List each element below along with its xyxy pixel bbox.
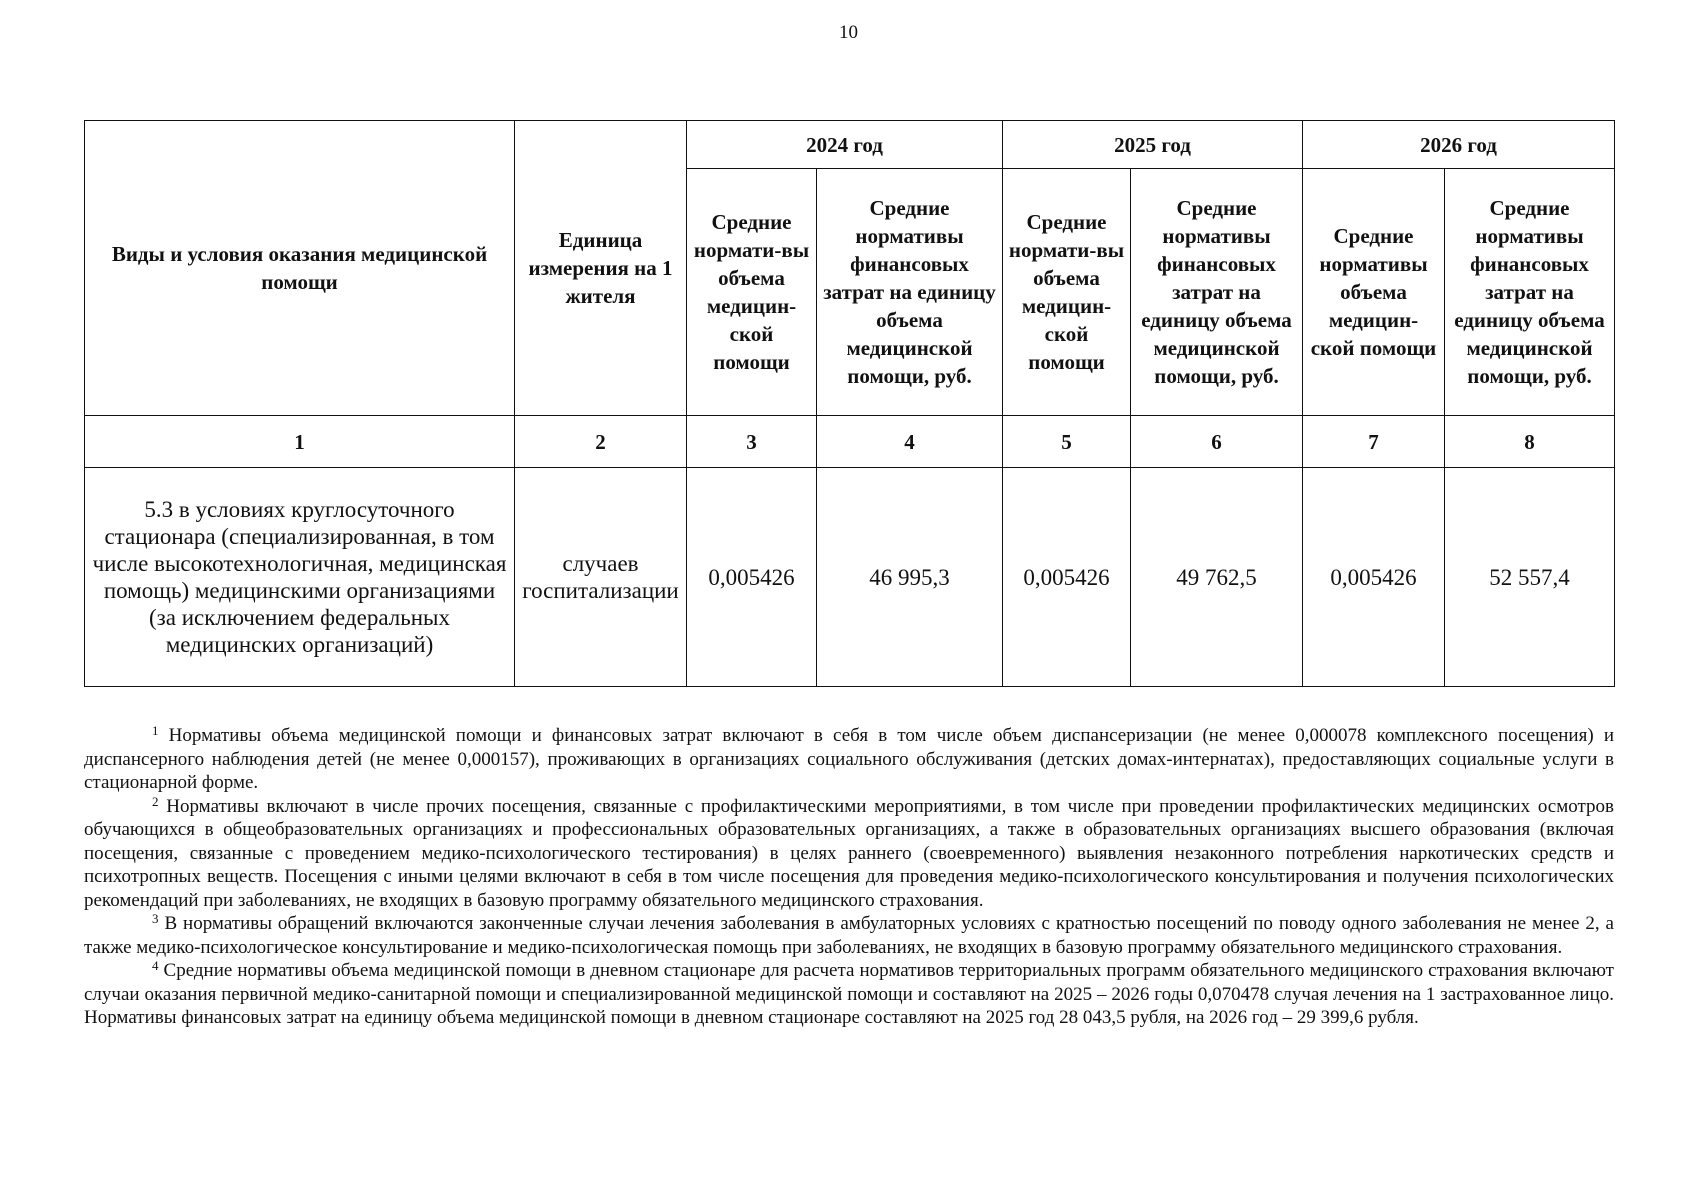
- header-volume-2026: Средние нормативы объема медицин-ской помощи: [1303, 169, 1445, 416]
- footnote-text: Нормативы включают в числе прочих посещения, связанные с профилактическими мероприятиями, в том числе при проведении профилактических медицинских осмотров обучающихся в общеобразовательных организациях и профессиональных образовательных организациях, а также в образовательных организациях высшего образования (включая посещения, связанные с проведением медико-психологического тестирования) в целях раннего (своевременного) выявления незаконного потребления наркотических средств и психотропных веществ. Посещения с иными целями включают в себя в том числе посещения для проведения медико-психологического консультирования и получения психологических рекомендаций при заболеваниях, не входящих в базовую программу обязательного медицинского страхования.: [84, 795, 1615, 911]
- header-volume-2025: Средние нормати-вы объема медицин-ской помощи: [1003, 169, 1131, 416]
- header-year-2025: 2025 год: [1003, 121, 1303, 169]
- col-number-6: 6: [1131, 416, 1303, 468]
- footnote-mark: 4: [152, 958, 159, 973]
- cell-unit: случаев госпитализации: [515, 468, 687, 687]
- footnote-2: [84, 795, 1614, 913]
- header-unit: Единица измерения на 1 жителя: [515, 121, 687, 416]
- footnote-text: В нормативы обращений включаются законченные случаи лечения заболевания в амбулаторных условиях с кратностью посещений по поводу одного заболевания не менее 2, а также медико-психологическое консультирование и медико-психологическая помощь при заболеваниях, не входящих в базовую программу обязательного медицинского страхования.: [84, 913, 1614, 958]
- footnote-4: [84, 959, 1614, 1030]
- page-number: 10: [839, 22, 858, 43]
- cell-care-type: 5.3 в условиях круглосуточного стационара (специализированная, в том числе высокотехнологичная, медицинская помощь) медицинскими организациями (за исключением федеральных медицинских организаций): [85, 468, 515, 687]
- header-volume-2024: Средние нормати-вы объема медицин-ской помощи: [687, 169, 817, 416]
- header-cost-2024: Средние нормативы финансовых затрат на единицу объема медицинской помощи, руб.: [817, 169, 1003, 416]
- table-row: [85, 468, 1615, 687]
- footnote-mark: 3: [152, 911, 159, 926]
- footnote-1: [84, 724, 1614, 795]
- col-number-5: 5: [1003, 416, 1131, 468]
- footnote-mark: 2: [152, 793, 159, 809]
- norms-table: [84, 120, 1615, 687]
- header-year-2024: 2024 год: [687, 121, 1003, 169]
- header-type: Виды и условия оказания медицинской помощи: [85, 121, 515, 416]
- col-number-7: 7: [1303, 416, 1445, 468]
- cell-cost-2026: 52 557,4: [1445, 468, 1615, 687]
- cell-cost-2024: 46 995,3: [817, 468, 1003, 687]
- col-number-8: 8: [1445, 416, 1615, 468]
- col-number-2: 2: [515, 416, 687, 468]
- footnote-text: Средние нормативы объема медицинской помощи в дневном стационаре для расчета нормативов территориальных программ обязательного медицинского страхования включают случаи оказания первичной медико-санитарной помощи и специализированной медицинской помощи и составляют на 2025 – 2026 годы 0,070478 случая лечения на 1 застрахованное лицо. Нормативы финансовых затрат на единицу объема медицинской помощи в дневном стационаре составляют на 2025 год 28 043,5 рубля, на 2026 год – 29 399,6 рубля.: [84, 960, 1614, 1028]
- footnote-3: [84, 912, 1614, 959]
- col-number-1: 1: [85, 416, 515, 468]
- col-number-3: 3: [687, 416, 817, 468]
- cell-volume-2025: 0,005426: [1003, 468, 1131, 687]
- cell-volume-2024: 0,005426: [687, 468, 817, 687]
- header-cost-2026: Средние нормативы финансовых затрат на единицу объема медицинской помощи, руб.: [1445, 169, 1615, 416]
- col-number-4: 4: [817, 416, 1003, 468]
- footnote-text: Нормативы объема медицинской помощи и финансовых затрат включают в себя в том числе объем диспансеризации (не менее 0,000078 комплексного посещения) и диспансерного наблюдения детей (не менее 0,000157), проживающих в организациях социального обслуживания (детских домах-интернатах), предоставляющих социальные услуги в стационарной форме.: [84, 725, 1614, 793]
- header-cost-2025: Средние нормативы финансовых затрат на единицу объема медицинской помощи, руб.: [1131, 169, 1303, 416]
- header-year-2026: 2026 год: [1303, 121, 1615, 169]
- footnotes: [84, 724, 1614, 1030]
- cell-cost-2025: 49 762,5: [1131, 468, 1303, 687]
- cell-volume-2026: 0,005426: [1303, 468, 1445, 687]
- footnote-mark: 1: [152, 723, 159, 738]
